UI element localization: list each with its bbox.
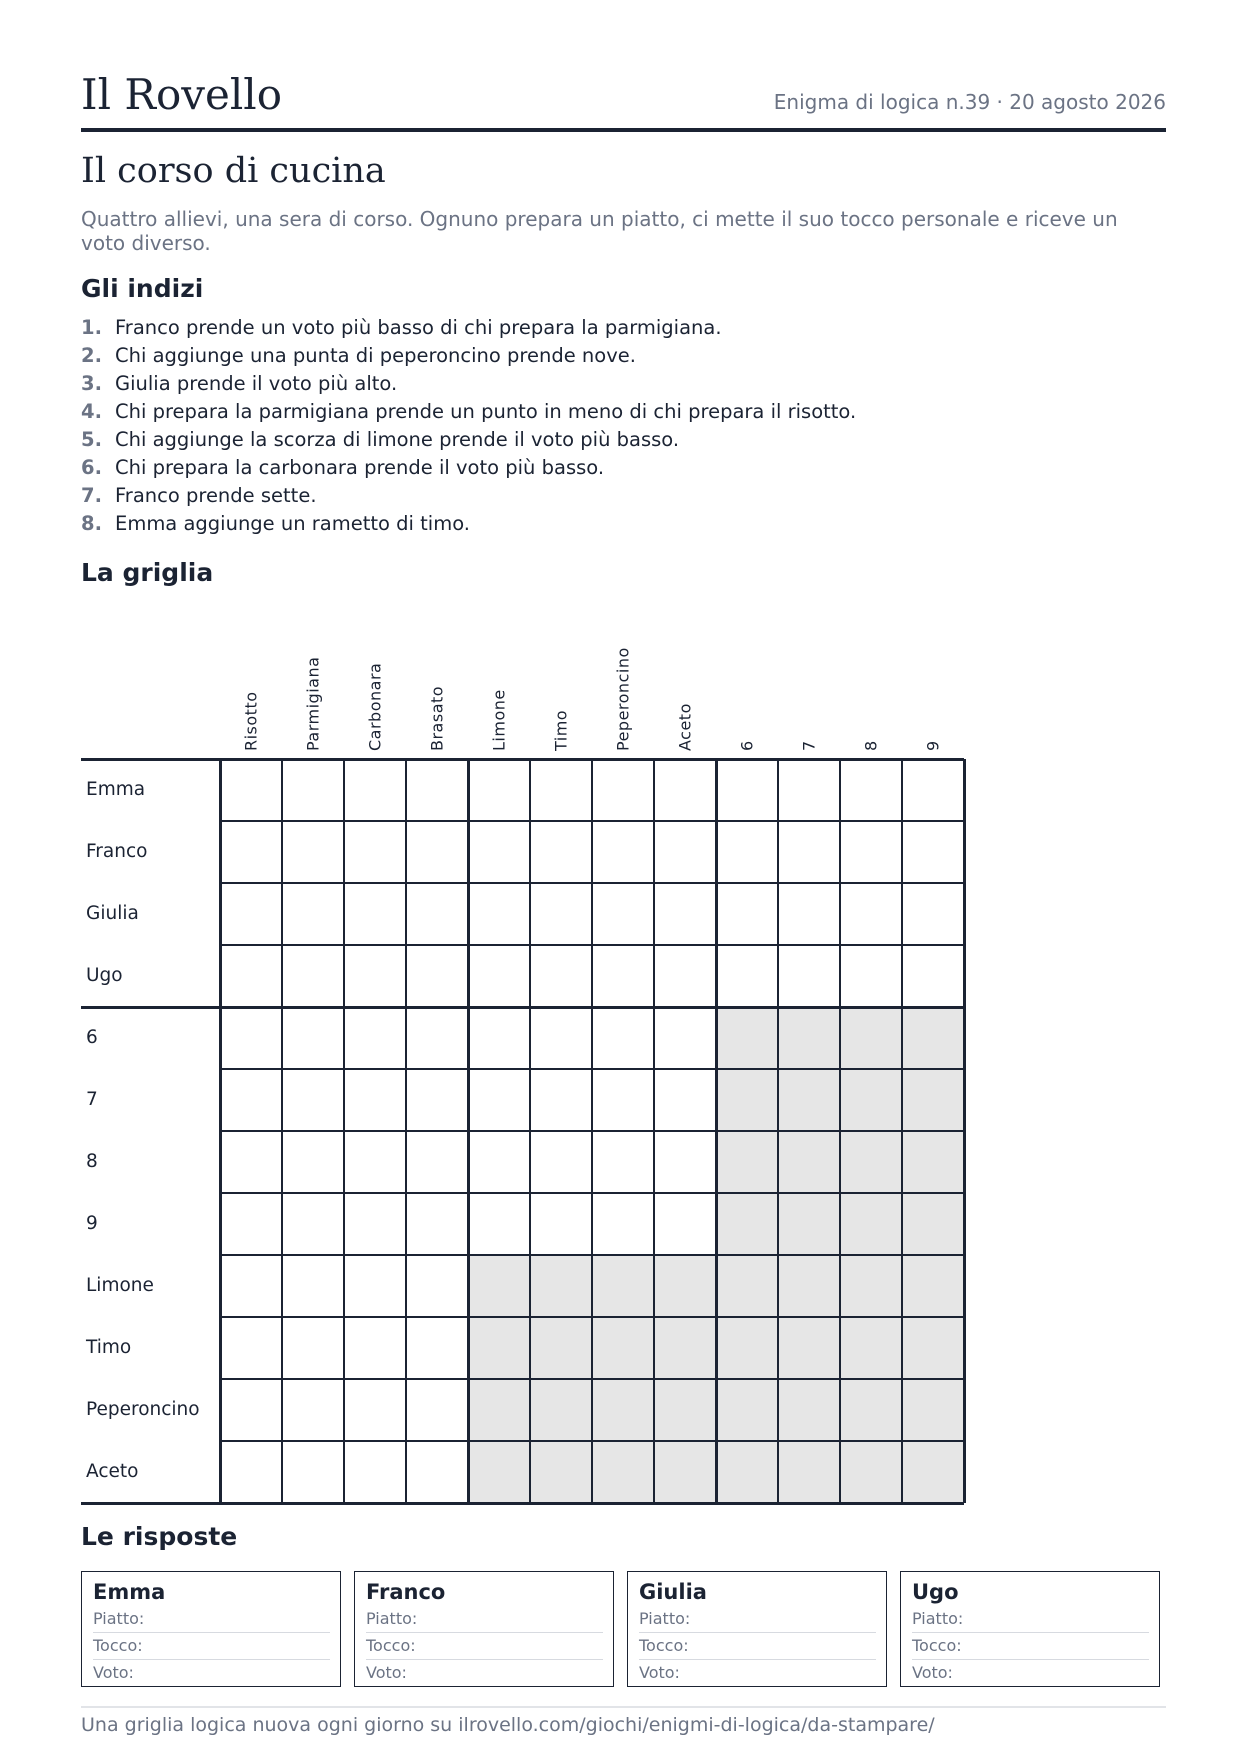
column-header-label: Risotto <box>241 691 261 751</box>
grid-cell-unused <box>840 1441 902 1503</box>
row-header: 7 <box>86 1089 98 1110</box>
grid-cell-unused <box>716 1379 778 1441</box>
grid-cell-unused <box>902 1317 964 1379</box>
answer-card <box>354 1571 614 1687</box>
grid-cell[interactable] <box>716 945 778 1007</box>
clue-number: 8. <box>81 512 102 535</box>
clues-heading: Gli indizi <box>81 274 204 303</box>
column-header-label: 6 <box>737 740 757 751</box>
grid-cell-unused <box>778 1069 840 1131</box>
answers-heading: Le risposte <box>81 1522 238 1551</box>
grid-cell[interactable] <box>840 821 902 883</box>
clue-item <box>81 482 856 510</box>
grid-cell[interactable] <box>220 1441 282 1503</box>
grid-cell-unused <box>778 1317 840 1379</box>
row-header: Ugo <box>86 965 123 986</box>
grid-cell[interactable] <box>654 1193 716 1255</box>
grid-cell[interactable] <box>406 1379 468 1441</box>
grid-cell[interactable] <box>716 759 778 821</box>
grid-cell-unused <box>840 1255 902 1317</box>
clue-item <box>81 398 856 426</box>
answer-card-name: Franco <box>366 1580 446 1604</box>
grid-cell[interactable] <box>654 1069 716 1131</box>
grid-cell[interactable] <box>592 1193 654 1255</box>
grid-cell-unused <box>840 1069 902 1131</box>
grid-cell[interactable] <box>468 883 530 945</box>
masthead <box>81 68 1166 132</box>
issue-line: Enigma di logica n.39 · 20 agosto 2026 <box>773 90 1166 114</box>
grid-cell-unused <box>902 1441 964 1503</box>
grid-cell[interactable] <box>592 759 654 821</box>
clue-text: Giulia prende il voto più alto. <box>115 372 398 395</box>
grid-cell-unused <box>468 1379 530 1441</box>
answer-card <box>81 1571 341 1687</box>
grid-cell[interactable] <box>530 821 592 883</box>
grid-cell[interactable] <box>344 1007 406 1069</box>
grid-cell[interactable] <box>406 1255 468 1317</box>
grid-cell[interactable] <box>406 759 468 821</box>
grid-cell-unused <box>902 1069 964 1131</box>
grid-cell[interactable] <box>282 1441 344 1503</box>
clue-text: Franco prende sette. <box>115 484 317 507</box>
row-header: Limone <box>86 1275 154 1296</box>
puzzle-intro: Quattro allievi, una sera di corso. Ognuno prepara un piatto, ci mette il suo tocco personale e riceve un voto diverso. <box>81 207 1118 255</box>
grid-cell-unused <box>716 1193 778 1255</box>
grid-cell[interactable] <box>592 821 654 883</box>
grid-cell-unused <box>778 1255 840 1317</box>
answer-field[interactable]: Voto: <box>639 1663 680 1682</box>
grid-cell[interactable] <box>282 1007 344 1069</box>
answers-section <box>81 1571 1166 1687</box>
grid-cell-unused <box>592 1317 654 1379</box>
grid-cell[interactable] <box>344 883 406 945</box>
grid-cell[interactable] <box>902 759 964 821</box>
clue-number: 2. <box>81 344 102 367</box>
grid-cell[interactable] <box>220 1379 282 1441</box>
grid-cell[interactable] <box>220 1317 282 1379</box>
grid-cell[interactable] <box>530 1007 592 1069</box>
answer-field[interactable]: Voto: <box>366 1663 407 1682</box>
row-header: 6 <box>86 1027 98 1048</box>
grid-cell[interactable] <box>282 759 344 821</box>
answer-field[interactable]: Piatto: <box>366 1606 603 1633</box>
grid-cell[interactable] <box>282 1255 344 1317</box>
clue-text: Chi prepara la parmigiana prende un punto in meno di chi prepara il risotto. <box>115 400 857 423</box>
grid-cell[interactable] <box>654 945 716 1007</box>
grid-cell-unused <box>654 1317 716 1379</box>
grid-cell[interactable] <box>344 821 406 883</box>
column-header-label: Timo <box>551 709 571 751</box>
grid-cell[interactable] <box>778 821 840 883</box>
column-header <box>778 625 840 755</box>
answer-field[interactable]: Tocco: <box>366 1633 603 1660</box>
grid-cell-unused <box>778 1131 840 1193</box>
grid-cell[interactable] <box>344 1441 406 1503</box>
grid-cell-unused <box>902 1255 964 1317</box>
clue-item <box>81 510 856 538</box>
grid-cell-unused <box>902 1379 964 1441</box>
grid-cell-unused <box>654 1255 716 1317</box>
clue-number: 1. <box>81 316 102 339</box>
grid-cell-unused <box>592 1255 654 1317</box>
grid-cell[interactable] <box>468 945 530 1007</box>
grid-cell[interactable] <box>654 759 716 821</box>
grid-cell-unused <box>716 1255 778 1317</box>
grid-cell-unused <box>840 1379 902 1441</box>
column-header-label: 8 <box>861 740 881 751</box>
row-header: Franco <box>86 841 148 862</box>
grid-cell[interactable] <box>282 883 344 945</box>
grid-cell[interactable] <box>654 821 716 883</box>
grid-cell-unused <box>902 1193 964 1255</box>
clue-text: Chi prepara la carbonara prende il voto più basso. <box>115 456 605 479</box>
grid-cell[interactable] <box>406 945 468 1007</box>
clue-text: Chi aggiunge una punta di peperoncino prende nove. <box>115 344 636 367</box>
clue-number: 7. <box>81 484 102 507</box>
column-header-label: 7 <box>799 740 819 751</box>
grid-cell[interactable] <box>654 1131 716 1193</box>
grid-cell[interactable] <box>406 1193 468 1255</box>
row-header: 9 <box>86 1213 98 1234</box>
clue-number: 4. <box>81 400 102 423</box>
answer-field[interactable]: Piatto: <box>93 1606 330 1633</box>
column-header <box>840 625 902 755</box>
grid-cell-unused <box>468 1317 530 1379</box>
column-header <box>282 625 344 755</box>
grid-cell[interactable] <box>220 1193 282 1255</box>
clue-number: 3. <box>81 372 102 395</box>
grid-cell[interactable] <box>406 1131 468 1193</box>
grid-cell-unused <box>530 1379 592 1441</box>
grid-cell[interactable] <box>282 821 344 883</box>
grid-cell[interactable] <box>220 1131 282 1193</box>
grid-cell-unused <box>530 1441 592 1503</box>
grid-cell[interactable] <box>344 1131 406 1193</box>
grid-cell-unused <box>778 1193 840 1255</box>
grid-cell-unused <box>840 1131 902 1193</box>
clue-text: Emma aggiunge un rametto di timo. <box>115 512 471 535</box>
grid-cell-unused <box>840 1193 902 1255</box>
grid-cell[interactable] <box>468 1007 530 1069</box>
grid-right-border <box>963 759 966 1503</box>
answer-card-name: Giulia <box>639 1580 707 1604</box>
clue-item <box>81 370 856 398</box>
grid-cell[interactable] <box>778 945 840 1007</box>
grid-cell[interactable] <box>282 1193 344 1255</box>
answer-field[interactable]: Piatto: <box>639 1606 876 1633</box>
grid-cell[interactable] <box>282 945 344 1007</box>
grid-cell-unused <box>840 1317 902 1379</box>
clue-item <box>81 342 856 370</box>
grid-bottom-border <box>81 1502 716 1505</box>
grid-cell-unused <box>592 1441 654 1503</box>
grid-cell[interactable] <box>406 821 468 883</box>
row-header: Aceto <box>86 1461 139 1482</box>
grid-cell[interactable] <box>716 821 778 883</box>
clue-item <box>81 454 856 482</box>
clue-text: Franco prende un voto più basso di chi prepara la parmigiana. <box>115 316 722 339</box>
puzzle-title: Il corso di cucina <box>81 151 386 191</box>
grid-cell[interactable] <box>220 821 282 883</box>
grid-cell[interactable] <box>592 1131 654 1193</box>
column-header-label: Aceto <box>675 703 695 751</box>
grid-cell-unused <box>468 1441 530 1503</box>
row-header: Timo <box>86 1337 132 1358</box>
column-header <box>592 625 654 755</box>
grid-cell-unused <box>778 1441 840 1503</box>
grid-cell-unused <box>654 1441 716 1503</box>
grid-cell[interactable] <box>220 1069 282 1131</box>
grid-cell[interactable] <box>592 1069 654 1131</box>
grid-cell[interactable] <box>344 759 406 821</box>
grid-cell-unused <box>716 1441 778 1503</box>
grid-heading: La griglia <box>81 558 214 587</box>
row-header: Giulia <box>86 903 139 924</box>
answer-field[interactable]: Voto: <box>93 1663 134 1682</box>
grid-cell[interactable] <box>344 1069 406 1131</box>
column-header <box>716 625 778 755</box>
answer-field[interactable]: Tocco: <box>639 1633 876 1660</box>
brand-title: Il Rovello <box>81 70 283 119</box>
grid-cell-unused <box>592 1379 654 1441</box>
grid-cell[interactable] <box>282 1131 344 1193</box>
grid-cell[interactable] <box>840 759 902 821</box>
grid-cell[interactable] <box>406 1441 468 1503</box>
column-header <box>654 625 716 755</box>
column-header <box>406 625 468 755</box>
grid-cell[interactable] <box>406 1317 468 1379</box>
grid-cell[interactable] <box>344 1255 406 1317</box>
clue-item <box>81 426 856 454</box>
row-header: Peperoncino <box>86 1399 200 1420</box>
grid-top-border <box>81 758 964 761</box>
answer-field[interactable]: Piatto: <box>912 1606 1149 1633</box>
grid-block-separator <box>715 759 718 1503</box>
clue-item <box>81 314 856 342</box>
row-header: Emma <box>86 779 146 800</box>
grid-cell[interactable] <box>778 759 840 821</box>
grid-cell-unused <box>716 1007 778 1069</box>
clue-number: 6. <box>81 456 102 479</box>
grid-cell[interactable] <box>344 1379 406 1441</box>
grid-block-separator <box>81 1006 964 1009</box>
column-header <box>530 625 592 755</box>
grid-cell[interactable] <box>220 883 282 945</box>
answer-field[interactable]: Tocco: <box>93 1633 330 1660</box>
row-header: 8 <box>86 1151 98 1172</box>
grid-cell[interactable] <box>344 1193 406 1255</box>
grid-cell-unused <box>902 1131 964 1193</box>
grid-left-border <box>219 759 222 1503</box>
grid-cell[interactable] <box>902 945 964 1007</box>
grid-cell-unused <box>530 1255 592 1317</box>
grid-cell-unused <box>840 1007 902 1069</box>
grid-block-separator <box>467 759 470 1503</box>
grid-cell[interactable] <box>468 821 530 883</box>
grid-cell[interactable] <box>592 1007 654 1069</box>
grid-cell[interactable] <box>468 1193 530 1255</box>
grid-cell-unused <box>716 1317 778 1379</box>
footer: Una griglia logica nuova ogni giorno su ilrovello.com/giochi/enigmi-di-logica/da-stampare/ <box>81 1706 1166 1736</box>
grid-cell[interactable] <box>406 883 468 945</box>
grid-cell[interactable] <box>716 883 778 945</box>
grid-cell[interactable] <box>530 1131 592 1193</box>
answer-card-name: Ugo <box>912 1580 959 1604</box>
grid-cell[interactable] <box>282 1317 344 1379</box>
grid-cell[interactable] <box>902 883 964 945</box>
grid-cell[interactable] <box>840 945 902 1007</box>
grid-cell[interactable] <box>344 1317 406 1379</box>
grid-cell[interactable] <box>282 1379 344 1441</box>
column-header <box>220 625 282 755</box>
column-header <box>468 625 530 755</box>
grid-cell[interactable] <box>406 1007 468 1069</box>
grid-bottom-border <box>716 1502 964 1505</box>
answer-card <box>900 1571 1160 1687</box>
grid-cell-unused <box>716 1069 778 1131</box>
grid-cell-unused <box>530 1317 592 1379</box>
grid-cell[interactable] <box>220 1007 282 1069</box>
clue-text: Chi aggiunge la scorza di limone prende il voto più basso. <box>115 428 680 451</box>
grid-cell[interactable] <box>468 1131 530 1193</box>
grid-cell[interactable] <box>530 759 592 821</box>
grid-cell[interactable] <box>654 883 716 945</box>
grid-cell[interactable] <box>592 883 654 945</box>
grid-cell[interactable] <box>220 945 282 1007</box>
grid-cell[interactable] <box>344 945 406 1007</box>
column-header-label: 9 <box>923 740 943 751</box>
grid-cell[interactable] <box>282 1069 344 1131</box>
column-header-label: Limone <box>489 689 509 751</box>
grid-cell[interactable] <box>840 883 902 945</box>
grid-cell-unused <box>778 1007 840 1069</box>
grid-cell[interactable] <box>220 1255 282 1317</box>
grid-cell[interactable] <box>654 1007 716 1069</box>
answer-card <box>627 1571 887 1687</box>
grid-cell[interactable] <box>468 1069 530 1131</box>
grid-cell[interactable] <box>530 1193 592 1255</box>
clue-number: 5. <box>81 428 102 451</box>
column-header-label: Parmigiana <box>303 656 323 751</box>
answer-field[interactable]: Tocco: <box>912 1633 1149 1660</box>
grid-cell-unused <box>778 1379 840 1441</box>
column-header <box>902 625 964 755</box>
grid-cell[interactable] <box>530 945 592 1007</box>
grid-cell-unused <box>654 1379 716 1441</box>
column-header <box>344 625 406 755</box>
grid-cell[interactable] <box>778 883 840 945</box>
grid-cell[interactable] <box>406 1069 468 1131</box>
answer-field[interactable]: Voto: <box>912 1663 953 1682</box>
grid-cell-unused <box>468 1255 530 1317</box>
grid-cell-unused <box>716 1131 778 1193</box>
grid-cell[interactable] <box>902 821 964 883</box>
grid-cell[interactable] <box>592 945 654 1007</box>
grid-cell-unused <box>902 1007 964 1069</box>
column-header-label: Carbonara <box>365 662 385 751</box>
grid-cell[interactable] <box>530 1069 592 1131</box>
grid-cell[interactable] <box>220 759 282 821</box>
grid-cell[interactable] <box>468 759 530 821</box>
answer-card-name: Emma <box>93 1580 166 1604</box>
column-header-label: Peperoncino <box>613 647 633 751</box>
column-header-label: Brasato <box>427 685 447 751</box>
clues-list <box>81 314 856 538</box>
grid-cell[interactable] <box>530 883 592 945</box>
